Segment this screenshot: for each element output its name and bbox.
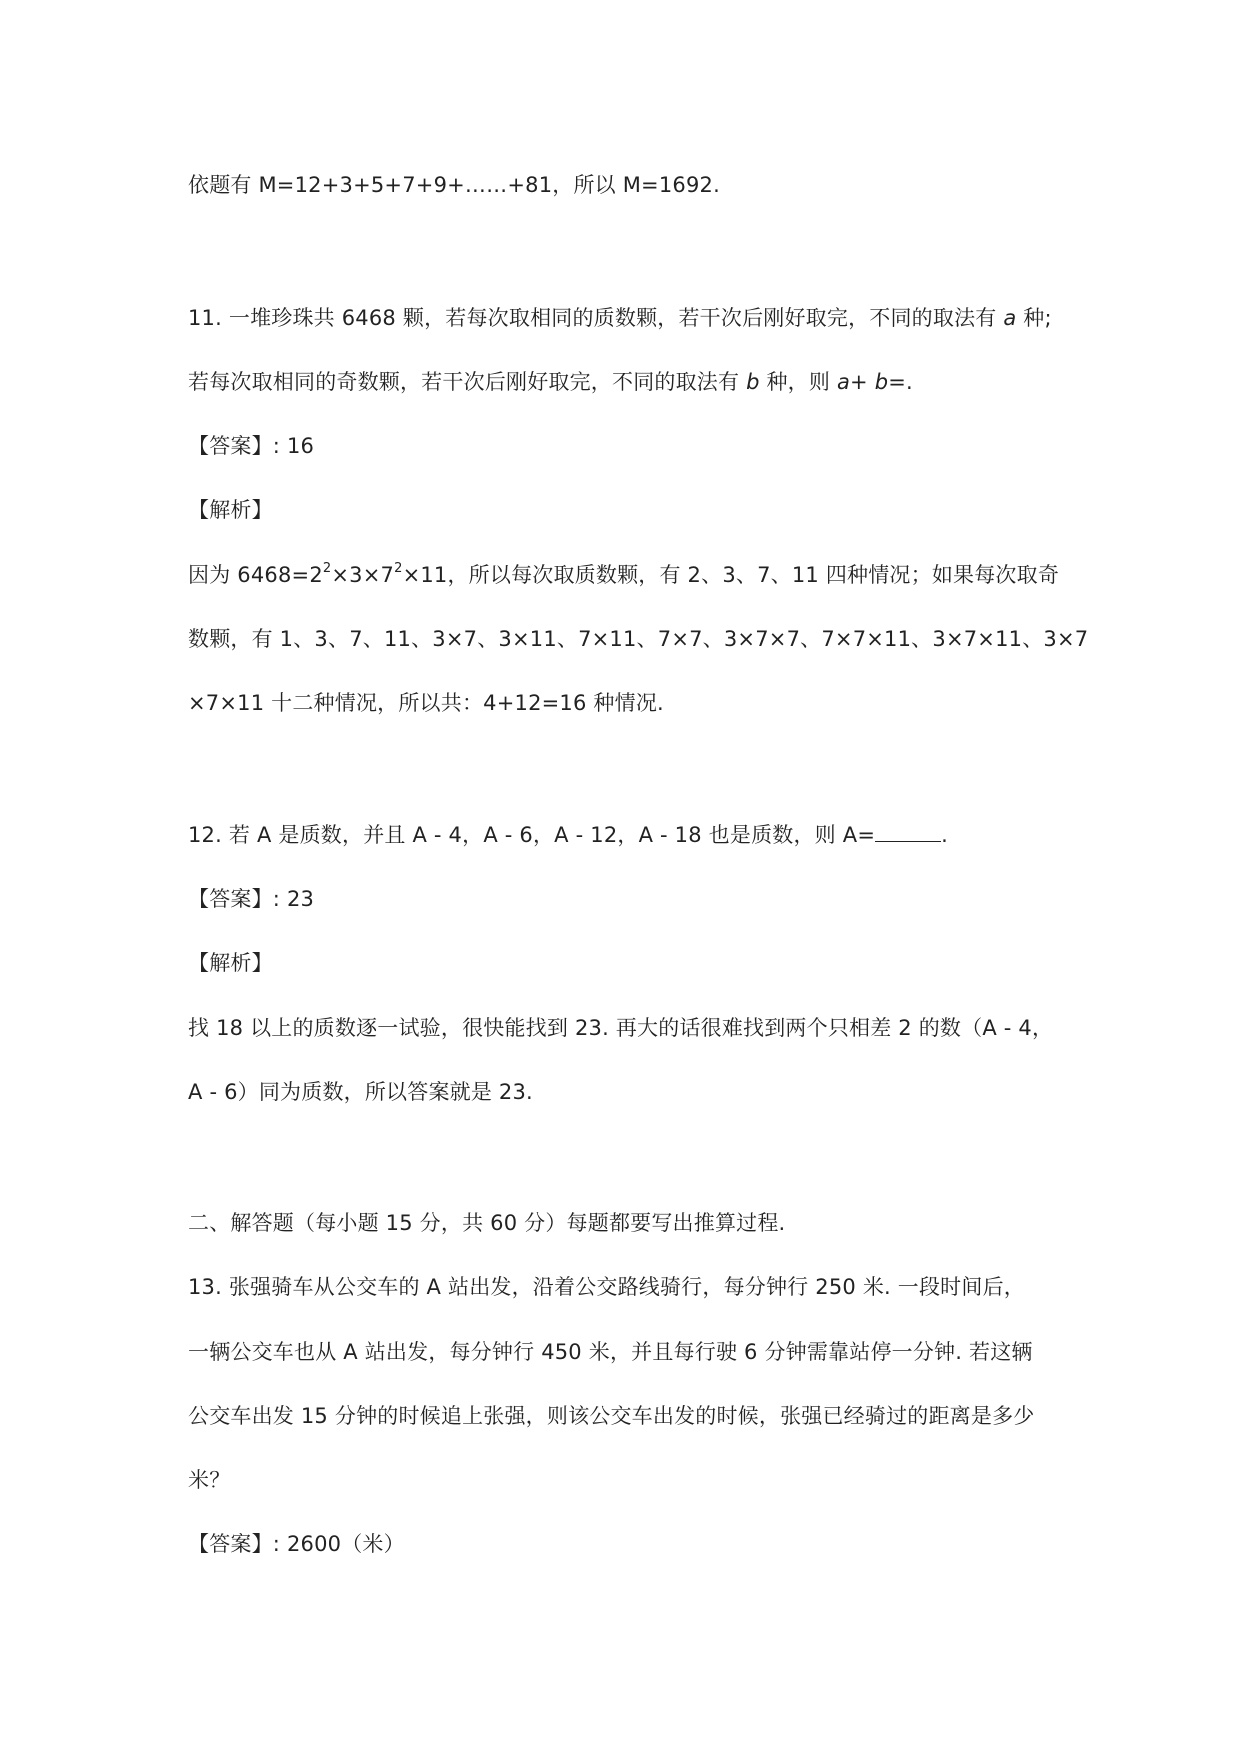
q12-analysis-line-2: A - 6）同为质数，所以答案就是 23. <box>188 1080 533 1104</box>
q11-analysis-line-2: 数颗，有 1、3、7、11、3×7、3×11、7×11、7×7、3×7×7、7×7×11、3×7×11、3×7 <box>188 627 1089 651</box>
q11-line-1 <box>188 303 1052 333</box>
expr-a: a <box>836 370 851 394</box>
expr-plus: + <box>850 370 875 394</box>
q12-question-end: . <box>941 823 949 847</box>
answer-blank <box>875 821 941 842</box>
var-a: a <box>1003 306 1017 330</box>
q11-line-2-mid: 种，则 <box>759 370 837 394</box>
q11-analysis-1b: ×3×7 <box>331 563 395 587</box>
var-b: b <box>746 370 760 394</box>
q13-line-2: 一辆公交车也从 A 站出发，每分钟行 450 米，并且每行驶 6 分钟需靠站停一分钟. 若这辆 <box>188 1340 1033 1364</box>
q13-answer: 【答案】: 2600（米） <box>188 1532 405 1556</box>
q11-line-2-text: 若每次取相同的奇数颗，若干次后刚好取完，不同的取法有 <box>188 370 747 394</box>
q12-analysis-line-1: 找 18 以上的质数逐一试验，很快能找到 23. 再大的话很难找到两个只相差 2 的数（A - 4， <box>188 1016 1054 1040</box>
expr-b: b <box>874 370 889 394</box>
q12-answer: 【答案】: 23 <box>188 887 315 911</box>
exponent-1: 2 <box>322 561 332 576</box>
q12-question <box>188 820 948 850</box>
q12-analysis-label: 【解析】 <box>188 951 273 975</box>
section-2-heading: 二、解答题（每小题 15 分，共 60 分）每题都要写出推算过程. <box>188 1211 786 1235</box>
q11-analysis-label: 【解析】 <box>188 498 273 522</box>
q11-answer: 【答案】: 16 <box>188 434 315 458</box>
q11-analysis-line-3: ×7×11 十二种情况，所以共：4+12=16 种情况. <box>188 691 664 715</box>
q11-line-2 <box>188 367 913 397</box>
q12-question-text: 12. 若 A 是质数，并且 A - 4，A - 6，A - 12，A - 18 也是质数，则 A= <box>188 823 876 847</box>
exponent-2: 2 <box>394 561 403 576</box>
q11-analysis-line-1 <box>188 560 1059 590</box>
q11-analysis-1a: 因为 6468=2 <box>188 563 323 587</box>
q13-line-3: 公交车出发 15 分钟的时候追上张强，则该公交车出发的时候，张强已经骑过的距离是多少 <box>188 1404 1035 1428</box>
q13-line-4: 米？ <box>188 1468 231 1492</box>
q13-line-1: 13. 张强骑车从公交车的 A 站出发，沿着公交路线骑行，每分钟行 250 米. 一段时间后， <box>188 1275 1025 1299</box>
expr-end: =. <box>888 370 913 394</box>
intro-line: 依题有 M=12+3+5+7+9+……+81，所以 M=1692. <box>188 173 720 197</box>
q11-line-1-text: 11. 一堆珍珠共 6468 颗，若每次取相同的质数颗，若干次后刚好取完，不同的取法有 <box>188 306 1004 330</box>
q11-line-1-end: 种; <box>1016 306 1052 330</box>
q11-analysis-1c: ×11，所以每次取质数颗，有 2、3、7、11 四种情况；如果每次取奇 <box>402 563 1060 587</box>
